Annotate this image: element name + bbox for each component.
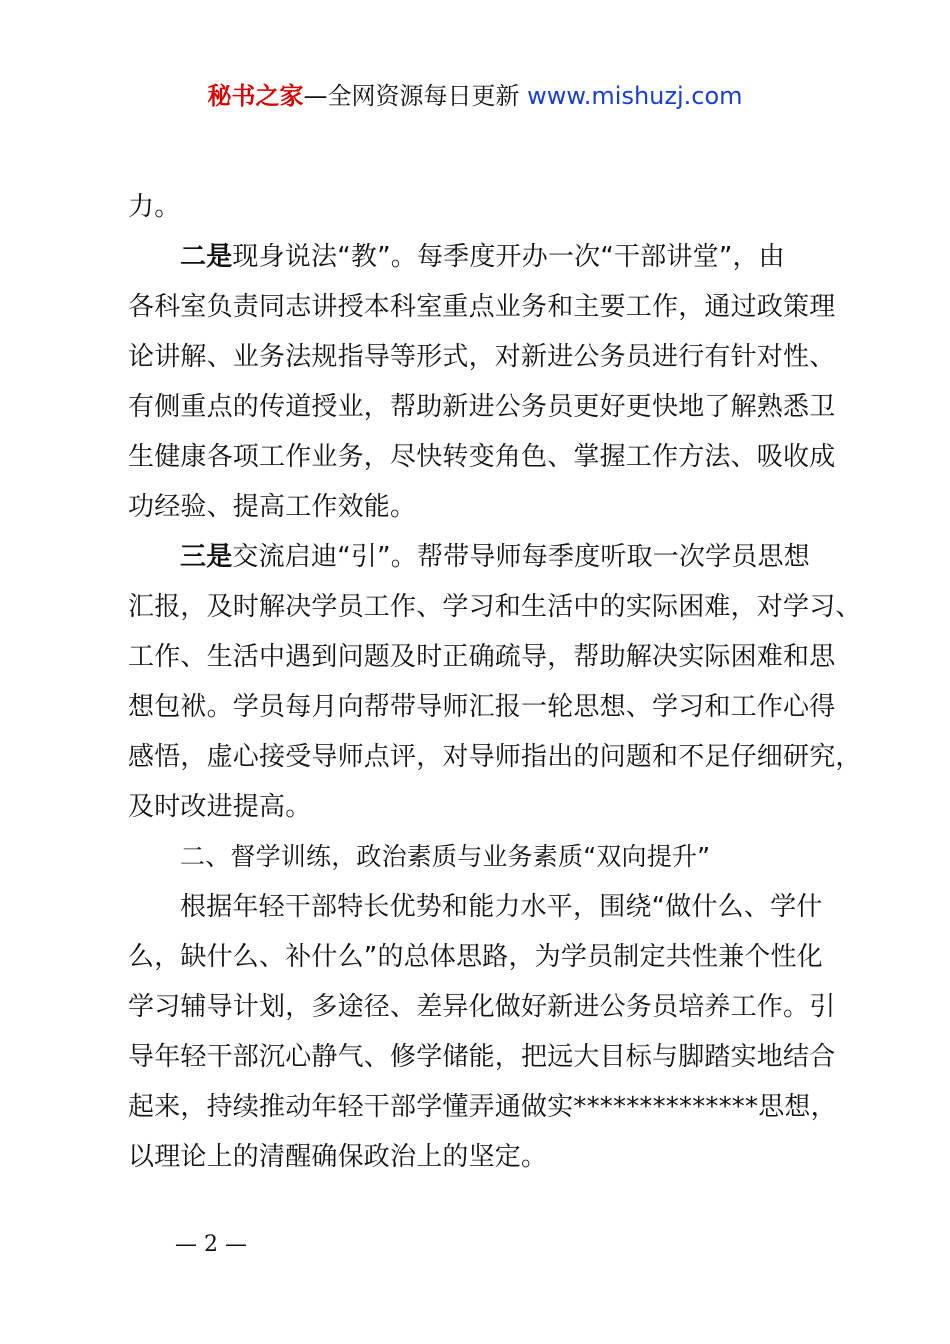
document-body [128,182,862,1182]
header-tagline: —全网资源每日更新 [303,82,520,110]
text-line: 有侧重点的传道授业，帮助新进公务员更好更快地了解熟悉卫 [128,392,836,422]
text-line: 及时改进提高。 [128,792,312,822]
page-number: — 2 — [175,1232,247,1257]
text-line: 么，缺什么、补什么”的总体思路，为学员制定共性兼个性化 [128,942,823,972]
text-line: 学习辅导计划，多途径、差异化做好新进公务员培养工作。引 [128,992,836,1022]
text-line: 想包袱。学员每月向帮带导师汇报一轮思想、学习和工作心得 [128,692,836,722]
text-line: 根据年轻干部特长优势和能力水平，围绕“做什么、学什 [180,892,823,922]
site-url[interactable]: www.mishuzj.com [527,82,743,110]
text-line: 论讲解、业务法规指导等形式，对新进公务员进行有针对性、 [128,342,836,372]
section-heading: 二、督学训练，政治素质与业务素质“双向提升” [180,842,711,871]
list-marker: 三是 [180,542,233,572]
text-line: 感悟，虚心接受导师点评，对导师指出的问题和不足仔细研究， [128,742,862,772]
text-line: 三是交流启迪“引”。帮带导师每季度听取一次学员思想 [180,542,810,572]
text-line: 各科室负责同志讲授本科室重点业务和主要工作，通过政策理 [128,292,836,322]
text-line: 工作、生活中遇到问题及时正确疏导，帮助解决实际困难和思 [128,642,836,672]
text-line: 生健康各项工作业务，尽快转变角色、掌握工作方法、吸收成 [128,442,836,472]
text-line: 以理论上的清醒确保政治上的坚定。 [128,1142,548,1172]
brand-name: 秘书之家 [207,82,304,110]
text-line: 导年轻干部沉心静气、修学储能，把远大目标与脚踏实地结合 [128,1042,836,1072]
text-line: 力。 [128,192,181,222]
text-line: 功经验、提高工作效能。 [128,492,417,522]
page-header [0,80,950,112]
text-line: 起来，持续推动年轻干部学懂弄通做实**************思想， [128,1092,837,1122]
list-marker: 二是 [180,242,233,272]
text-line: 汇报，及时解决学员工作、学习和生活中的实际困难，对学习、 [128,592,862,622]
text-line: 二是现身说法“教”。每季度开办一次“干部讲堂”，由 [180,242,785,272]
